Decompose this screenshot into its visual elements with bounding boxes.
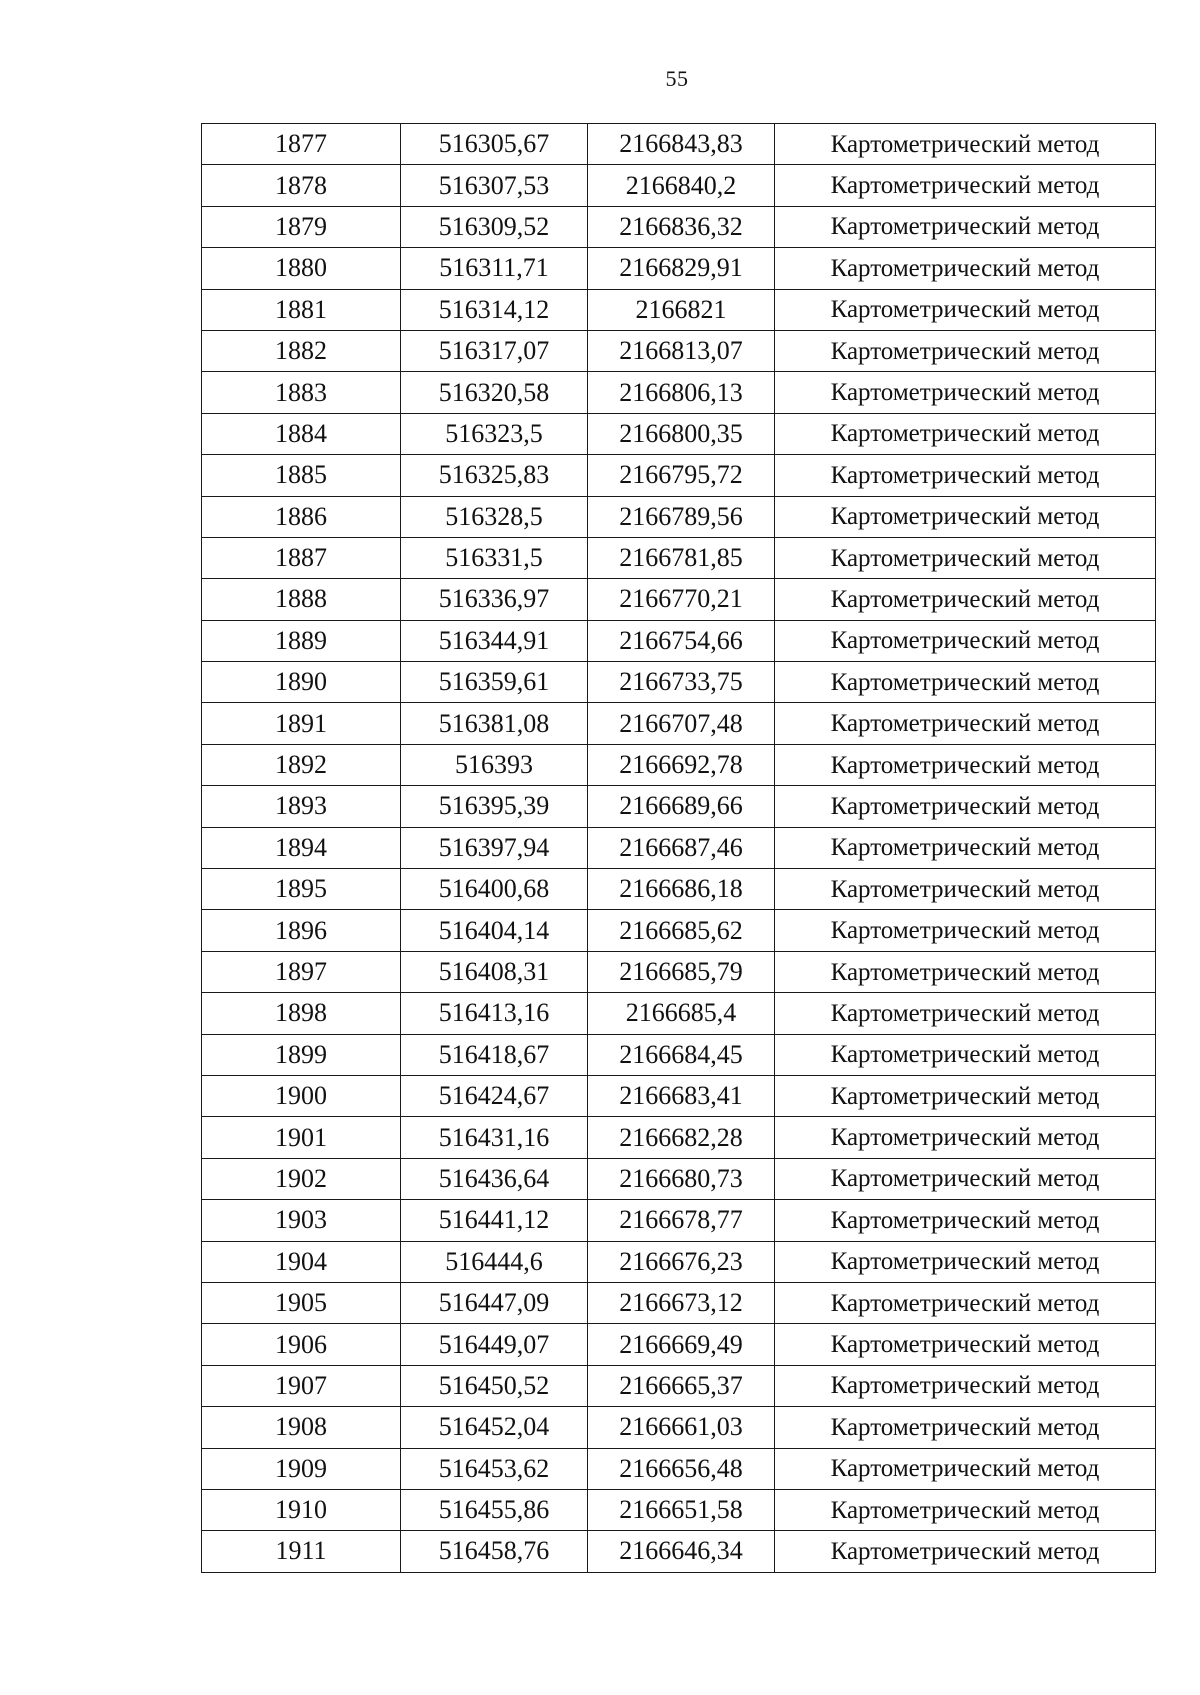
table-row (202, 1324, 1156, 1365)
x-coordinate-cell: 516344,91 (401, 620, 588, 661)
y-coordinate-cell: 2166683,41 (588, 1075, 775, 1116)
point-number-cell: 1882 (202, 330, 401, 371)
y-coordinate-cell: 2166843,83 (588, 124, 775, 165)
point-number-cell: 1888 (202, 579, 401, 620)
method-cell: Картометрический метод (775, 1324, 1156, 1365)
point-number-cell: 1897 (202, 951, 401, 992)
x-coordinate-cell: 516436,64 (401, 1158, 588, 1199)
point-number-cell: 1896 (202, 910, 401, 951)
point-number-cell: 1890 (202, 662, 401, 703)
table-row (202, 827, 1156, 868)
table-row (202, 1117, 1156, 1158)
x-coordinate-cell: 516323,5 (401, 413, 588, 454)
coordinates-table-body (202, 124, 1156, 1573)
point-number-cell: 1902 (202, 1158, 401, 1199)
coordinates-table (201, 123, 1156, 1573)
y-coordinate-cell: 2166656,48 (588, 1448, 775, 1489)
table-row (202, 413, 1156, 454)
y-coordinate-cell: 2166661,03 (588, 1407, 775, 1448)
y-coordinate-cell: 2166813,07 (588, 330, 775, 371)
point-number-cell: 1885 (202, 455, 401, 496)
table-row (202, 289, 1156, 330)
point-number-cell: 1889 (202, 620, 401, 661)
point-number-cell: 1904 (202, 1241, 401, 1282)
point-number-cell: 1887 (202, 537, 401, 578)
point-number-cell: 1898 (202, 993, 401, 1034)
point-number-cell: 1892 (202, 744, 401, 785)
method-cell: Картометрический метод (775, 993, 1156, 1034)
point-number-cell: 1909 (202, 1448, 401, 1489)
method-cell: Картометрический метод (775, 662, 1156, 703)
point-number-cell: 1880 (202, 248, 401, 289)
x-coordinate-cell: 516336,97 (401, 579, 588, 620)
point-number-cell: 1908 (202, 1407, 401, 1448)
x-coordinate-cell: 516441,12 (401, 1200, 588, 1241)
point-number-cell: 1910 (202, 1489, 401, 1530)
method-cell: Картометрический метод (775, 869, 1156, 910)
point-number-cell: 1905 (202, 1282, 401, 1323)
y-coordinate-cell: 2166836,32 (588, 206, 775, 247)
x-coordinate-cell: 516395,39 (401, 786, 588, 827)
point-number-cell: 1895 (202, 869, 401, 910)
method-cell: Картометрический метод (775, 124, 1156, 165)
x-coordinate-cell: 516413,16 (401, 993, 588, 1034)
method-cell: Картометрический метод (775, 537, 1156, 578)
x-coordinate-cell: 516307,53 (401, 165, 588, 206)
point-number-cell: 1899 (202, 1034, 401, 1075)
point-number-cell: 1884 (202, 413, 401, 454)
table-row (202, 1200, 1156, 1241)
x-coordinate-cell: 516305,67 (401, 124, 588, 165)
method-cell: Картометрический метод (775, 1241, 1156, 1282)
x-coordinate-cell: 516418,67 (401, 1034, 588, 1075)
method-cell: Картометрический метод (775, 910, 1156, 951)
point-number-cell: 1911 (202, 1531, 401, 1572)
table-row (202, 620, 1156, 661)
table-row (202, 1365, 1156, 1406)
x-coordinate-cell: 516444,6 (401, 1241, 588, 1282)
table-row (202, 910, 1156, 951)
x-coordinate-cell: 516431,16 (401, 1117, 588, 1158)
method-cell: Картометрический метод (775, 372, 1156, 413)
point-number-cell: 1893 (202, 786, 401, 827)
y-coordinate-cell: 2166665,37 (588, 1365, 775, 1406)
x-coordinate-cell: 516400,68 (401, 869, 588, 910)
table-row (202, 124, 1156, 165)
point-number-cell: 1879 (202, 206, 401, 247)
y-coordinate-cell: 2166840,2 (588, 165, 775, 206)
method-cell: Картометрический метод (775, 1448, 1156, 1489)
y-coordinate-cell: 2166689,66 (588, 786, 775, 827)
table-row (202, 1407, 1156, 1448)
table-row (202, 496, 1156, 537)
method-cell: Картометрический метод (775, 1365, 1156, 1406)
y-coordinate-cell: 2166770,21 (588, 579, 775, 620)
method-cell: Картометрический метод (775, 496, 1156, 537)
x-coordinate-cell: 516325,83 (401, 455, 588, 496)
method-cell: Картометрический метод (775, 620, 1156, 661)
y-coordinate-cell: 2166686,18 (588, 869, 775, 910)
table-row (202, 206, 1156, 247)
table-row (202, 1531, 1156, 1572)
table-row (202, 786, 1156, 827)
method-cell: Картометрический метод (775, 1034, 1156, 1075)
y-coordinate-cell: 2166795,72 (588, 455, 775, 496)
y-coordinate-cell: 2166789,56 (588, 496, 775, 537)
method-cell: Картометрический метод (775, 951, 1156, 992)
table-row (202, 1448, 1156, 1489)
table-row (202, 993, 1156, 1034)
method-cell: Картометрический метод (775, 165, 1156, 206)
point-number-cell: 1894 (202, 827, 401, 868)
method-cell: Картометрический метод (775, 579, 1156, 620)
x-coordinate-cell: 516328,5 (401, 496, 588, 537)
x-coordinate-cell: 516424,67 (401, 1075, 588, 1116)
method-cell: Картометрический метод (775, 248, 1156, 289)
point-number-cell: 1901 (202, 1117, 401, 1158)
method-cell: Картометрический метод (775, 1200, 1156, 1241)
point-number-cell: 1907 (202, 1365, 401, 1406)
method-cell: Картометрический метод (775, 1158, 1156, 1199)
table-row (202, 703, 1156, 744)
method-cell: Картометрический метод (775, 206, 1156, 247)
method-cell: Картометрический метод (775, 455, 1156, 496)
method-cell: Картометрический метод (775, 330, 1156, 371)
y-coordinate-cell: 2166676,23 (588, 1241, 775, 1282)
y-coordinate-cell: 2166685,4 (588, 993, 775, 1034)
y-coordinate-cell: 2166781,85 (588, 537, 775, 578)
table-row (202, 1282, 1156, 1323)
y-coordinate-cell: 2166685,79 (588, 951, 775, 992)
y-coordinate-cell: 2166687,46 (588, 827, 775, 868)
method-cell: Картометрический метод (775, 703, 1156, 744)
table-row (202, 165, 1156, 206)
x-coordinate-cell: 516408,31 (401, 951, 588, 992)
x-coordinate-cell: 516381,08 (401, 703, 588, 744)
x-coordinate-cell: 516404,14 (401, 910, 588, 951)
y-coordinate-cell: 2166651,58 (588, 1489, 775, 1530)
table-row (202, 1075, 1156, 1116)
y-coordinate-cell: 2166684,45 (588, 1034, 775, 1075)
method-cell: Картометрический метод (775, 1282, 1156, 1323)
x-coordinate-cell: 516458,76 (401, 1531, 588, 1572)
point-number-cell: 1881 (202, 289, 401, 330)
x-coordinate-cell: 516453,62 (401, 1448, 588, 1489)
x-coordinate-cell: 516397,94 (401, 827, 588, 868)
x-coordinate-cell: 516311,71 (401, 248, 588, 289)
method-cell: Картометрический метод (775, 744, 1156, 785)
table-row (202, 537, 1156, 578)
coordinates-table-container (201, 123, 1156, 1573)
table-row (202, 248, 1156, 289)
point-number-cell: 1891 (202, 703, 401, 744)
method-cell: Картометрический метод (775, 1407, 1156, 1448)
method-cell: Картометрический метод (775, 1489, 1156, 1530)
y-coordinate-cell: 2166680,73 (588, 1158, 775, 1199)
point-number-cell: 1877 (202, 124, 401, 165)
table-row (202, 579, 1156, 620)
method-cell: Картометрический метод (775, 827, 1156, 868)
x-coordinate-cell: 516359,61 (401, 662, 588, 703)
table-row (202, 869, 1156, 910)
method-cell: Картометрический метод (775, 1531, 1156, 1572)
table-row (202, 662, 1156, 703)
x-coordinate-cell: 516450,52 (401, 1365, 588, 1406)
table-row (202, 372, 1156, 413)
point-number-cell: 1903 (202, 1200, 401, 1241)
table-row (202, 744, 1156, 785)
y-coordinate-cell: 2166733,75 (588, 662, 775, 703)
table-row (202, 1489, 1156, 1530)
table-row (202, 330, 1156, 371)
y-coordinate-cell: 2166800,35 (588, 413, 775, 454)
page-number: 55 (665, 66, 689, 91)
y-coordinate-cell: 2166806,13 (588, 372, 775, 413)
method-cell: Картометрический метод (775, 413, 1156, 454)
y-coordinate-cell: 2166669,49 (588, 1324, 775, 1365)
y-coordinate-cell: 2166682,28 (588, 1117, 775, 1158)
point-number-cell: 1900 (202, 1075, 401, 1116)
point-number-cell: 1883 (202, 372, 401, 413)
point-number-cell: 1886 (202, 496, 401, 537)
y-coordinate-cell: 2166692,78 (588, 744, 775, 785)
x-coordinate-cell: 516449,07 (401, 1324, 588, 1365)
method-cell: Картометрический метод (775, 786, 1156, 827)
x-coordinate-cell: 516452,04 (401, 1407, 588, 1448)
point-number-cell: 1878 (202, 165, 401, 206)
point-number-cell: 1906 (202, 1324, 401, 1365)
y-coordinate-cell: 2166829,91 (588, 248, 775, 289)
y-coordinate-cell: 2166707,48 (588, 703, 775, 744)
y-coordinate-cell: 2166673,12 (588, 1282, 775, 1323)
x-coordinate-cell: 516320,58 (401, 372, 588, 413)
table-row (202, 1158, 1156, 1199)
table-row (202, 1034, 1156, 1075)
x-coordinate-cell: 516317,07 (401, 330, 588, 371)
x-coordinate-cell: 516331,5 (401, 537, 588, 578)
method-cell: Картометрический метод (775, 1117, 1156, 1158)
y-coordinate-cell: 2166685,62 (588, 910, 775, 951)
table-row (202, 455, 1156, 496)
y-coordinate-cell: 2166754,66 (588, 620, 775, 661)
y-coordinate-cell: 2166678,77 (588, 1200, 775, 1241)
x-coordinate-cell: 516447,09 (401, 1282, 588, 1323)
x-coordinate-cell: 516314,12 (401, 289, 588, 330)
y-coordinate-cell: 2166821 (588, 289, 775, 330)
x-coordinate-cell: 516309,52 (401, 206, 588, 247)
table-row (202, 1241, 1156, 1282)
x-coordinate-cell: 516455,86 (401, 1489, 588, 1530)
y-coordinate-cell: 2166646,34 (588, 1531, 775, 1572)
table-row (202, 951, 1156, 992)
method-cell: Картометрический метод (775, 289, 1156, 330)
method-cell: Картометрический метод (775, 1075, 1156, 1116)
x-coordinate-cell: 516393 (401, 744, 588, 785)
